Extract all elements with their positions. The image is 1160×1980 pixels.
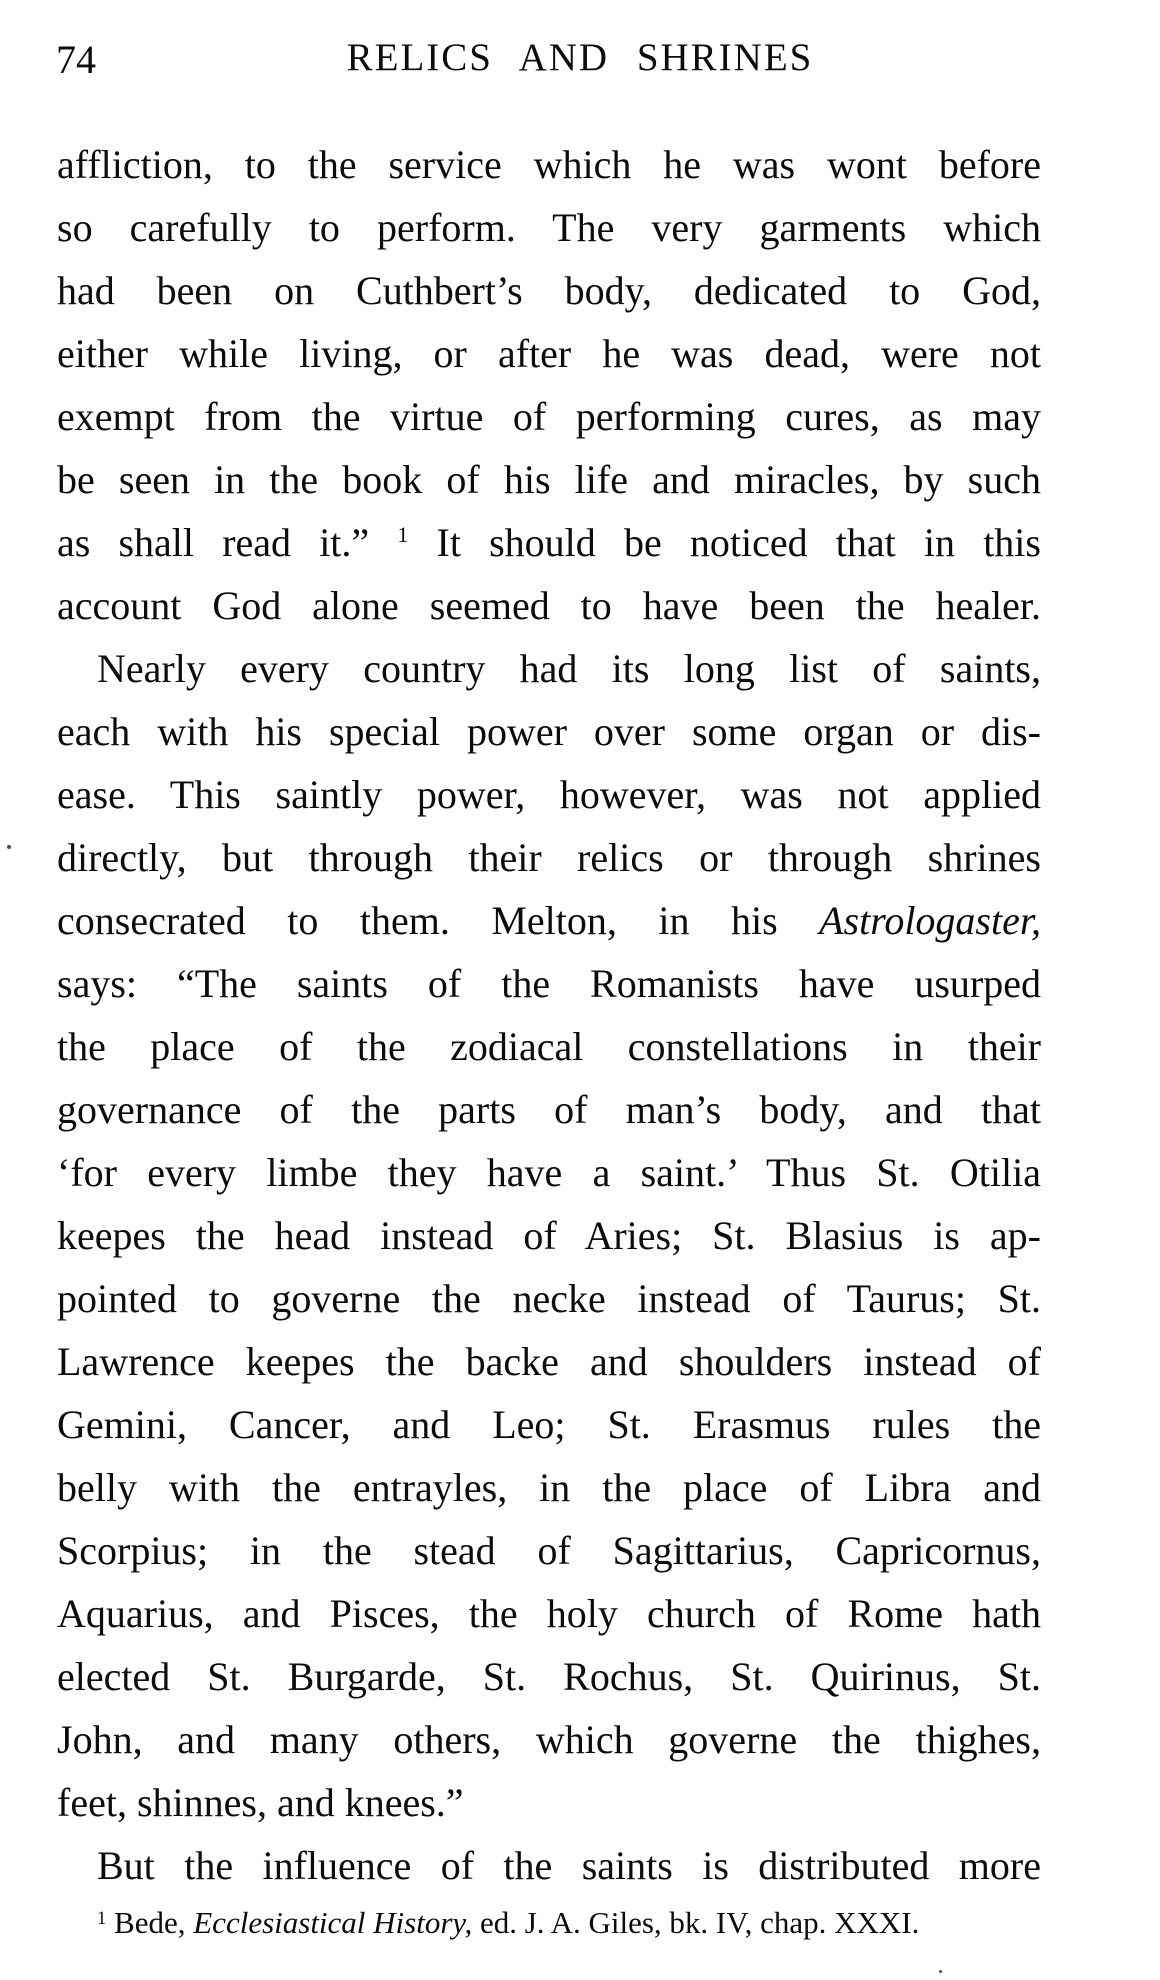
text-line: ‘for every limbe they have a saint.’ Thus St. Otilia [57, 1150, 1041, 1195]
footnote: $^1$ Bede, Ecclesiastical History, ed. J. A. Giles, bk. IV, chap. XXXI. [97, 1905, 920, 1940]
text-line: directly, but through their relics or through shrines [57, 835, 1041, 880]
text-line-paragraph-start: But the influence of the saints is distributed more [97, 1843, 1041, 1888]
text-line: either while living, or after he was dead, were not [57, 331, 1041, 376]
text-line: affliction, to the service which he was wont before [57, 142, 1041, 187]
text-line: had been on Cuthbert’s body, dedicated to God, [57, 268, 1041, 313]
page-number: 74 [56, 37, 96, 82]
text-line: governance of the parts of man’s body, and that [57, 1087, 1041, 1132]
text-line: exempt from the virtue of performing cures, as may [57, 394, 1041, 439]
text-line: belly with the entrayles, in the place of Libra and [57, 1465, 1041, 1510]
text-line-paragraph-start: Nearly every country had its long list of saints, [97, 646, 1041, 691]
text-line: account God alone seemed to have been the healer. [57, 583, 1041, 628]
running-title: RELICS AND SHRINES [346, 36, 814, 79]
footnote-marker: 1 [397, 522, 409, 547]
text-line: Lawrence keepes the backe and shoulders instead of [57, 1339, 1041, 1384]
footnote-marker: 1 [97, 1908, 107, 1929]
text-line-paragraph-end: feet, shinnes, and knees.” [57, 1780, 464, 1825]
scan-speck [7, 845, 11, 849]
text-line: so carefully to perform. The very garments which [57, 205, 1041, 250]
text-line: says: “The saints of the Romanists have usurped [57, 961, 1041, 1006]
text-line: consecrated to them. Melton, in his Astrologaster, [57, 898, 1041, 943]
text-line: ease. This saintly power, however, was not applied [57, 772, 1041, 817]
text-line: Scorpius; in the stead of Sagittarius, Capricornus, [57, 1528, 1041, 1573]
text-line: keepes the head instead of Aries; St. Blasius is ap- [57, 1213, 1041, 1258]
page-header [0, 34, 1160, 86]
text-line: John, and many others, which governe the thighes, [57, 1717, 1041, 1762]
text-line: pointed to governe the necke instead of Taurus; St. [57, 1276, 1041, 1321]
italic-book-title: Astrologaster, [819, 898, 1041, 943]
text-line: be seen in the book of his life and miracles, by such [57, 457, 1041, 502]
text-line: Gemini, Cancer, and Leo; St. Erasmus rules the [57, 1402, 1041, 1447]
text-line: the place of the zodiacal constellations in their [57, 1024, 1041, 1069]
text-line: elected St. Burgarde, St. Rochus, St. Quirinus, St. [57, 1654, 1041, 1699]
scan-speck [939, 1970, 942, 1973]
text-line: each with his special power over some organ or dis- [57, 709, 1041, 754]
italic-book-title: Ecclesiastical History, [193, 1905, 473, 1940]
text-line: as shall read it.” $^1$ It should be noticed that in this [57, 520, 1041, 565]
text-line: Aquarius, and Pisces, the holy church of Rome hath [57, 1591, 1041, 1636]
body-text [57, 133, 1041, 1897]
